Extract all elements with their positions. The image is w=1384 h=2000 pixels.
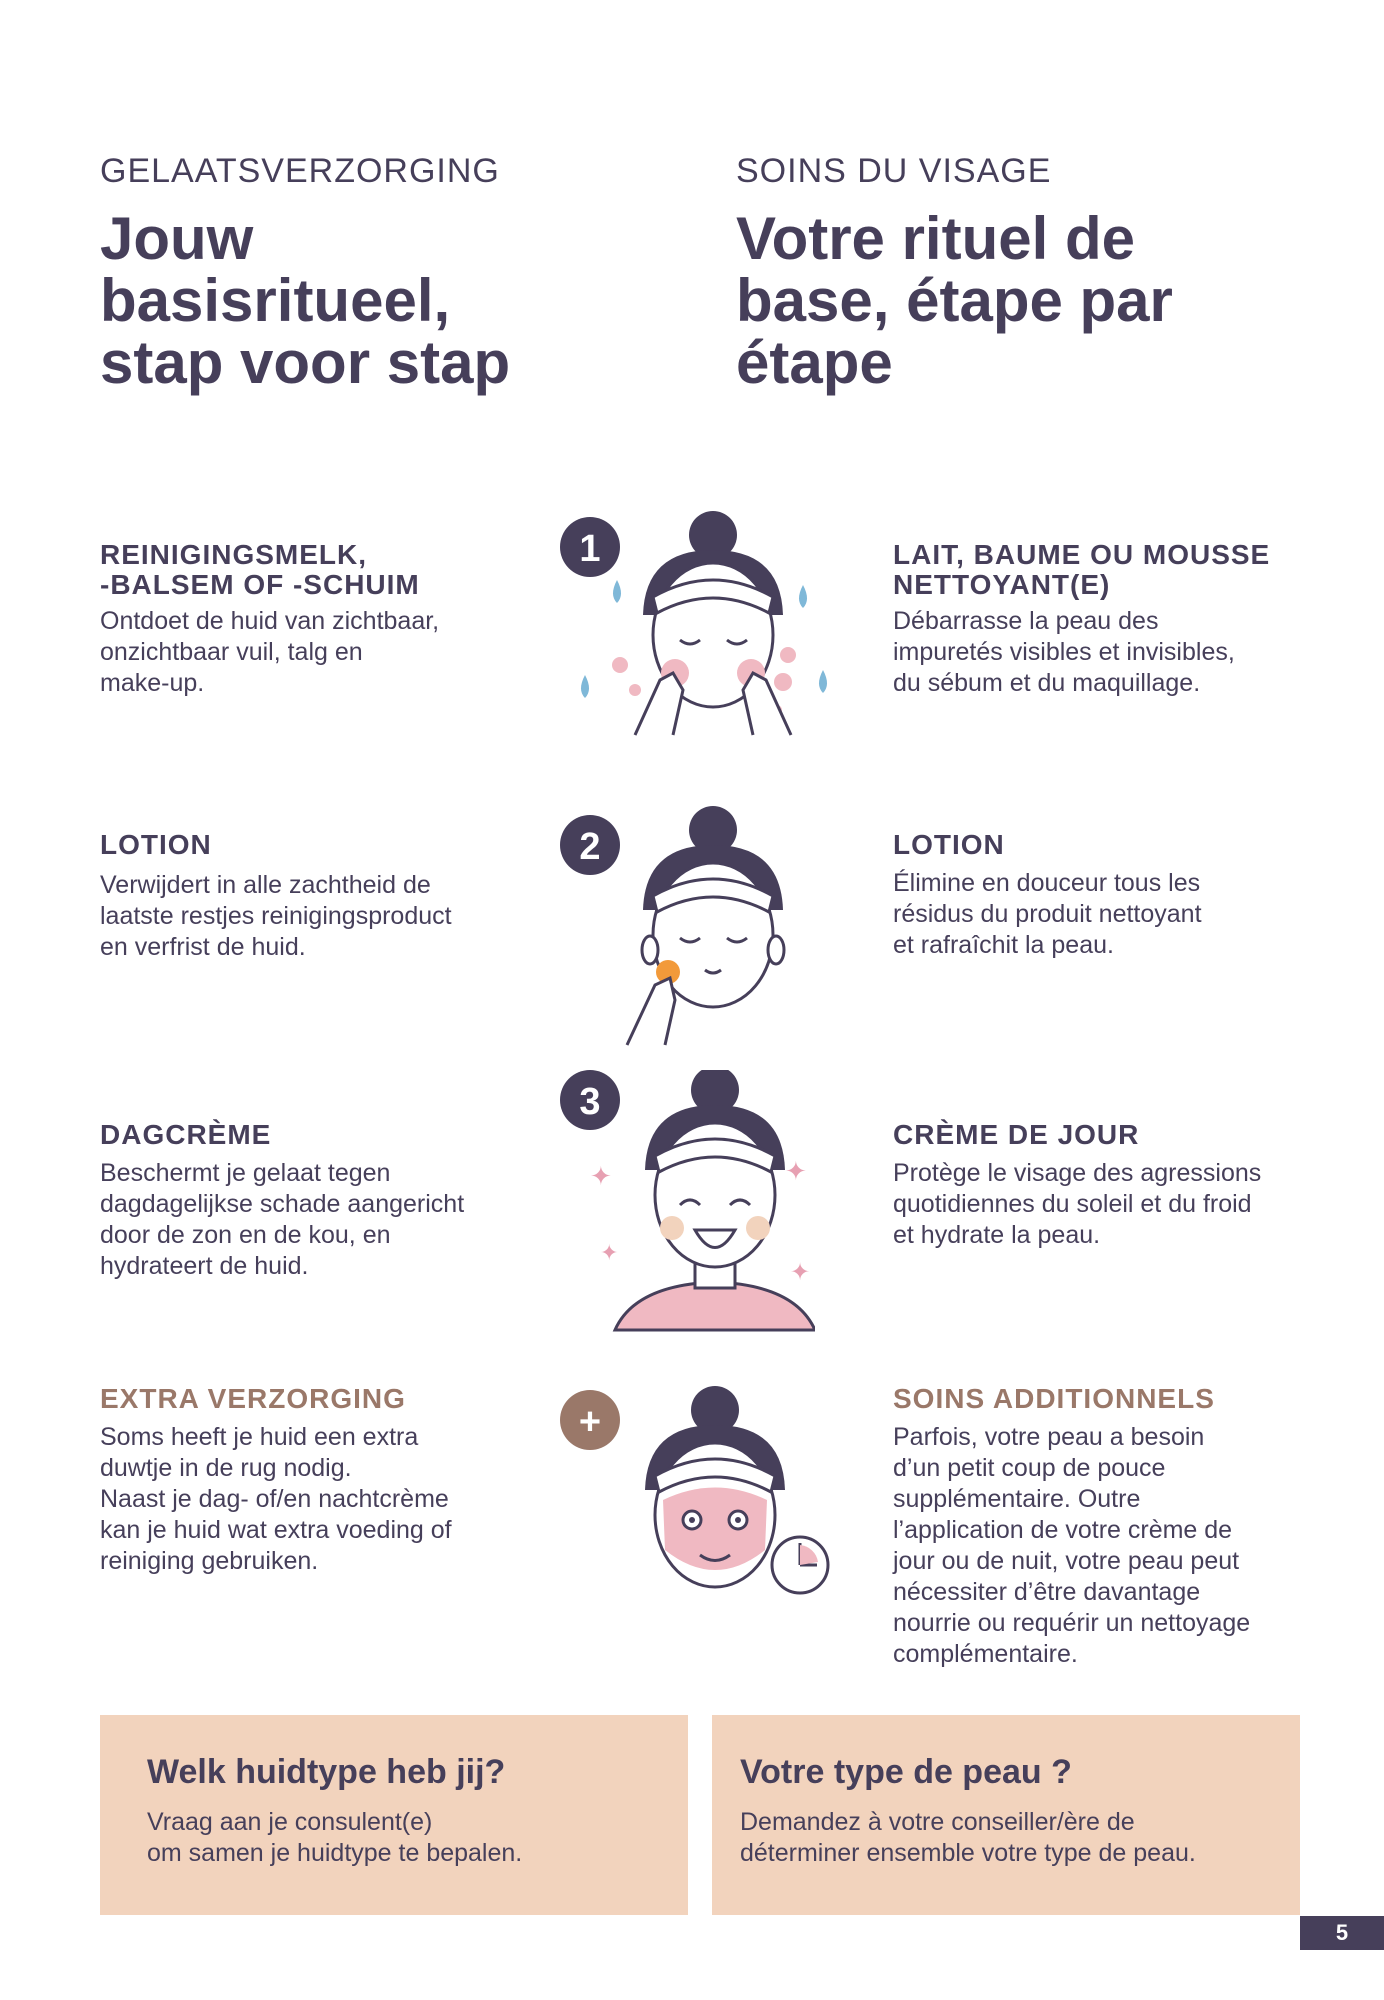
skin-type-box-fr xyxy=(712,1715,1300,1915)
face-washing-icon xyxy=(555,505,835,755)
face-mask-icon xyxy=(555,1380,845,1620)
skin-type-text-nl: Vraag aan je consulent(e) om samen je huidtype te bepalen. xyxy=(147,1808,523,1867)
left-title: Jouw basisritueel, stap voor stap xyxy=(100,205,511,396)
page-number: 5 xyxy=(1300,1916,1384,1950)
step2-badge: 2 xyxy=(579,826,601,868)
step3-fr-heading: CRÈME DE JOUR xyxy=(893,1119,1140,1150)
skin-type-text-fr: Demandez à votre conseiller/ère de déterminer ensemble votre type de peau. xyxy=(740,1808,1196,1867)
face-smiling-glow-icon xyxy=(555,1070,815,1340)
step1-nl-heading: REINIGINGSMELK, -BALSEM OF -SCHUIM xyxy=(100,539,420,600)
step2-fr-heading: LOTION xyxy=(893,829,1005,860)
step3-fr-text: Protège le visage des agressions quotidiennes du soleil et du froid et hydrate la peau. xyxy=(893,1159,1262,1249)
svg-text:✦: ✦ xyxy=(600,1241,619,1266)
svg-text:✦: ✦ xyxy=(785,1157,807,1187)
step3-nl-heading: DAGCRÈME xyxy=(100,1119,272,1150)
step1-fr-heading: LAIT, BAUME OU MOUSSE NETTOYANT(E) xyxy=(893,539,1271,600)
step-extra-fr-text: Parfois, votre peau a besoin d’un petit coup de pouce supplémentaire. Outre l’application de votre crème de jour ou de nuit, votre peau peut nécessiter d’être davantage nourrie ou requérir un nettoyage complémentaire. xyxy=(893,1423,1251,1668)
skin-type-box-nl xyxy=(100,1715,688,1915)
step1-badge: 1 xyxy=(579,528,601,570)
right-eyebrow: SOINS DU VISAGE xyxy=(736,152,1052,190)
face-cotton-pad-icon xyxy=(555,800,815,1060)
step-extra-nl-heading: EXTRA VERZORGING xyxy=(100,1383,406,1414)
skin-type-title-nl: Welk huidtype heb jij? xyxy=(147,1753,506,1791)
step2-fr-text: Élimine en douceur tous les résidus du produit nettoyant et rafraîchit la peau. xyxy=(893,869,1202,959)
step2-nl-heading: LOTION xyxy=(100,829,212,860)
step-extra-nl-text: Soms heeft je huid een extra duwtje in de rug nodig. Naast je dag- of/en nachtcrème kan je huid wat extra voeding of reiniging gebruiken. xyxy=(100,1423,452,1575)
right-title: Votre rituel de base, étape par étape xyxy=(736,205,1173,396)
step2-nl-text: Verwijdert in alle zachtheid de laatste restjes reinigingsproduct en verfrist de huid. xyxy=(100,871,452,961)
svg-text:✦: ✦ xyxy=(590,1162,612,1192)
extra-badge: + xyxy=(578,1401,602,1443)
skin-type-title-fr: Votre type de peau ? xyxy=(740,1753,1072,1791)
svg-text:✦: ✦ xyxy=(790,1258,811,1286)
step1-fr-text: Débarrasse la peau des impuretés visibles et invisibles, du sébum et du maquillage. xyxy=(893,607,1235,697)
left-eyebrow: GELAATSVERZORGING xyxy=(100,152,500,190)
step3-badge: 3 xyxy=(579,1081,601,1123)
step1-nl-text: Ontdoet de huid van zichtbaar, onzichtbaar vuil, talg en make-up. xyxy=(100,607,440,697)
step3-nl-text: Beschermt je gelaat tegen dagdagelijkse schade aangericht door de zon en de kou, en hydrateert de huid. xyxy=(100,1159,465,1280)
step-extra-fr-heading: SOINS ADDITIONNELS xyxy=(893,1383,1215,1414)
